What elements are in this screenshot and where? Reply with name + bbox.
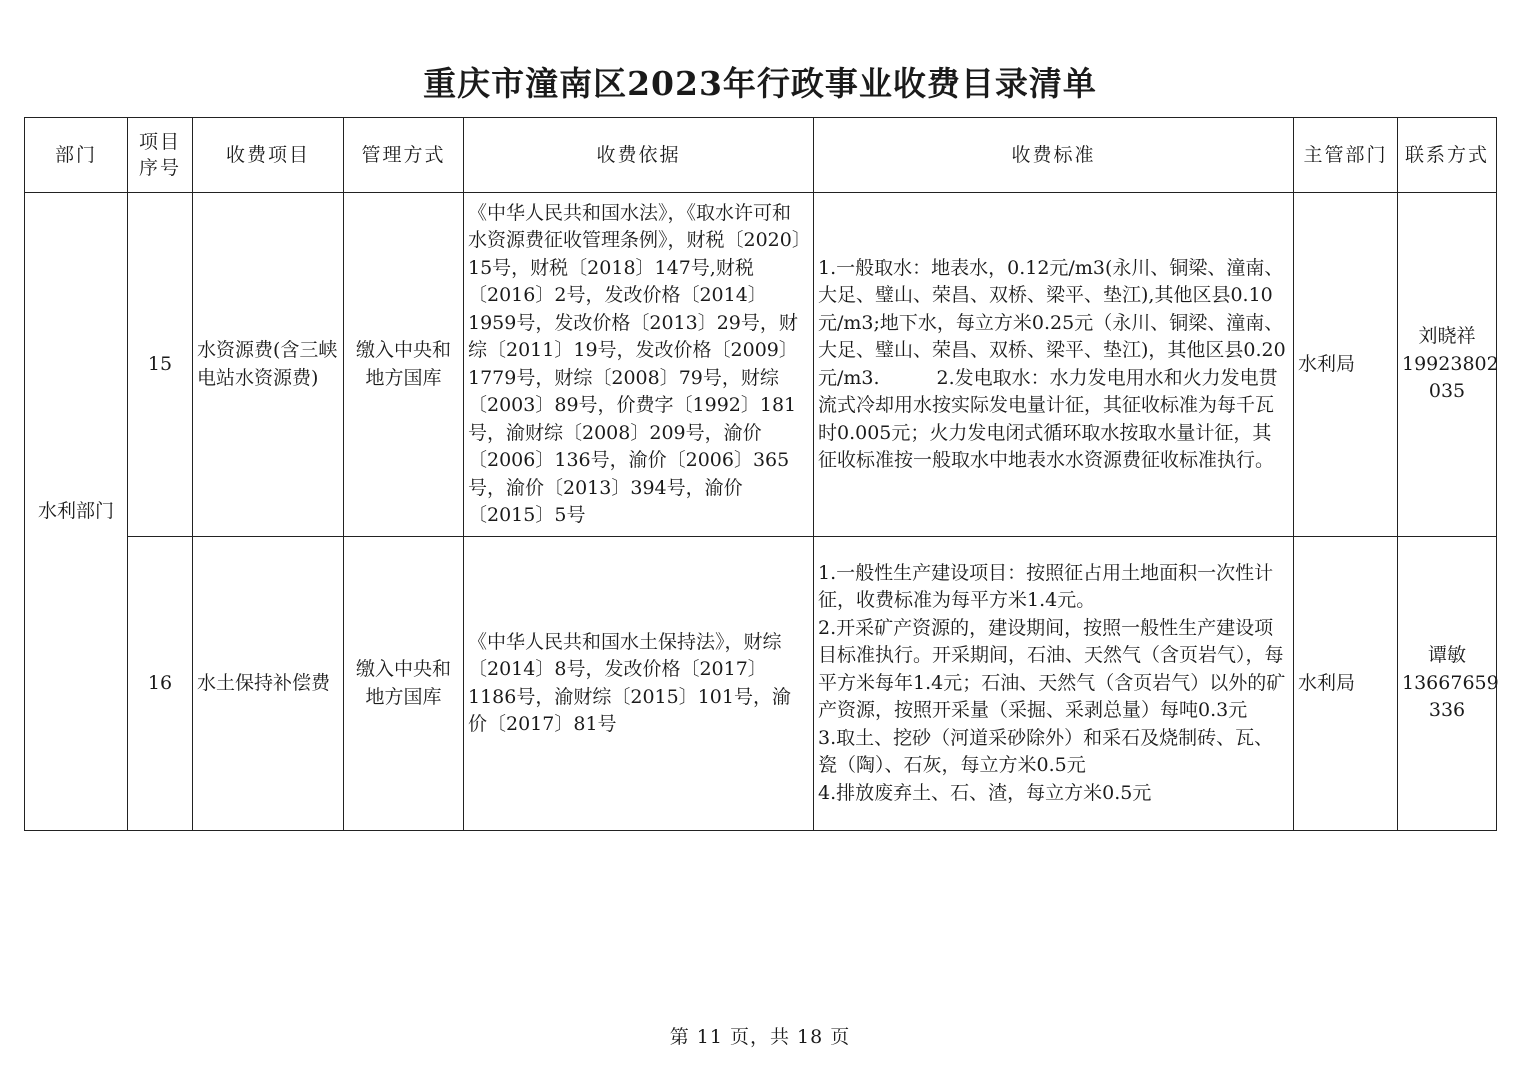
table-row (25, 537, 1497, 831)
contact-cell (1398, 193, 1497, 537)
contact-phone: 19923802 (1402, 352, 1499, 375)
item-cell: 水资源费(含三峡电站水资源费) (193, 193, 344, 537)
standard-cell: 1.一般取水：地表水，0.12元/m3(永川、铜梁、潼南、大足、璧山、荣昌、双桥、梁平、垫江),其他区县0.10元/m3;地下水，每立方米0.25元（永川、铜梁、潼南、大足、璧山、荣昌、双桥、梁平、垫江)，其他区县0.20元/m3. 2.发电取水：水力发电用水和火力发电贯流式冷却用水按实际发电量计征，其征收标准为每千瓦时0.005元；火力发电闭式循环取水按取水量计征，其征收标准按一般取水中地表水水资源费征收标准执行。 (814, 193, 1294, 537)
item-no-cell: 15 (128, 193, 193, 537)
standard-line: 2.开采矿产资源的，建设期间，按照一般性生产建设项目标准执行。开采期间，石油、天然气（含页岩气），每平方米每年1.4元；石油、天然气（含页岩气）以外的矿产资源，按照开采量（采掘、采剥总量）每吨0.3元 (818, 616, 1286, 722)
header-authority: 主管部门 (1294, 118, 1398, 193)
page-title: 重庆市潼南区2023年行政事业收费目录清单 (423, 64, 1097, 103)
header-item: 收费项目 (193, 118, 344, 193)
authority-cell: 水利局 (1294, 537, 1398, 831)
standard-line: 3.取土、挖砂（河道采砂除外）和采石及烧制砖、瓦、瓷（陶）、石灰，每立方米0.5元 (818, 726, 1274, 777)
contact-phone-cont: 336 (1428, 699, 1466, 722)
standard-line: 4.排放废弃土、石、渣，每立方米0.5元 (818, 781, 1152, 804)
fee-table (24, 117, 1497, 831)
management-cell: 缴入中央和地方国库 (344, 193, 464, 537)
contact-cell (1398, 537, 1497, 831)
header-department: 部门 (25, 118, 128, 193)
standard-line: 1.一般性生产建设项目：按照征占用土地面积一次性计征，收费标准为每平方米1.4元。 (818, 561, 1274, 612)
contact-phone-cont: 035 (1428, 380, 1466, 403)
table-row (25, 193, 1497, 537)
contact-name: 刘晓祥 (1418, 325, 1476, 348)
header-standard: 收费标准 (814, 118, 1294, 193)
contact-phone: 13667659 (1402, 671, 1499, 694)
header-contact: 联系方式 (1398, 118, 1497, 193)
item-cell: 水土保持补偿费 (193, 537, 344, 831)
management-cell: 缴入中央和地方国库 (344, 537, 464, 831)
header-basis: 收费依据 (464, 118, 814, 193)
standard-cell (814, 537, 1294, 831)
header-item-no: 项目序号 (128, 118, 193, 193)
department-cell: 水利部门 (25, 193, 128, 831)
basis-cell: 《中华人民共和国水土保持法》，财综〔2014〕8号，发改价格〔2017〕1186号，渝财综〔2015〕101号，渝价〔2017〕81号 (464, 537, 814, 831)
contact-name: 谭敏 (1427, 644, 1466, 667)
authority-cell: 水利局 (1294, 193, 1398, 537)
page-footer: 第 11 页，共 18 页 (669, 1026, 851, 1048)
basis-cell: 《中华人民共和国水法》，《取水许可和水资源费征收管理条例》，财税〔2020〕15号，财税〔2018〕147号,财税〔2016〕2号，发改价格〔2014〕1959号，发改价格〔2013〕29号，财综〔2011〕19号，发改价格〔2009〕1779号，财综〔2008〕79号，财综〔2003〕89号，价费字〔1992〕181号，渝财综〔2008〕209号，渝价〔2006〕136号，渝价〔2006〕365号，渝价〔2013〕394号，渝价〔2015〕5号 (464, 193, 814, 537)
header-management: 管理方式 (344, 118, 464, 193)
header-row (25, 118, 1497, 193)
item-no-cell: 16 (128, 537, 193, 831)
